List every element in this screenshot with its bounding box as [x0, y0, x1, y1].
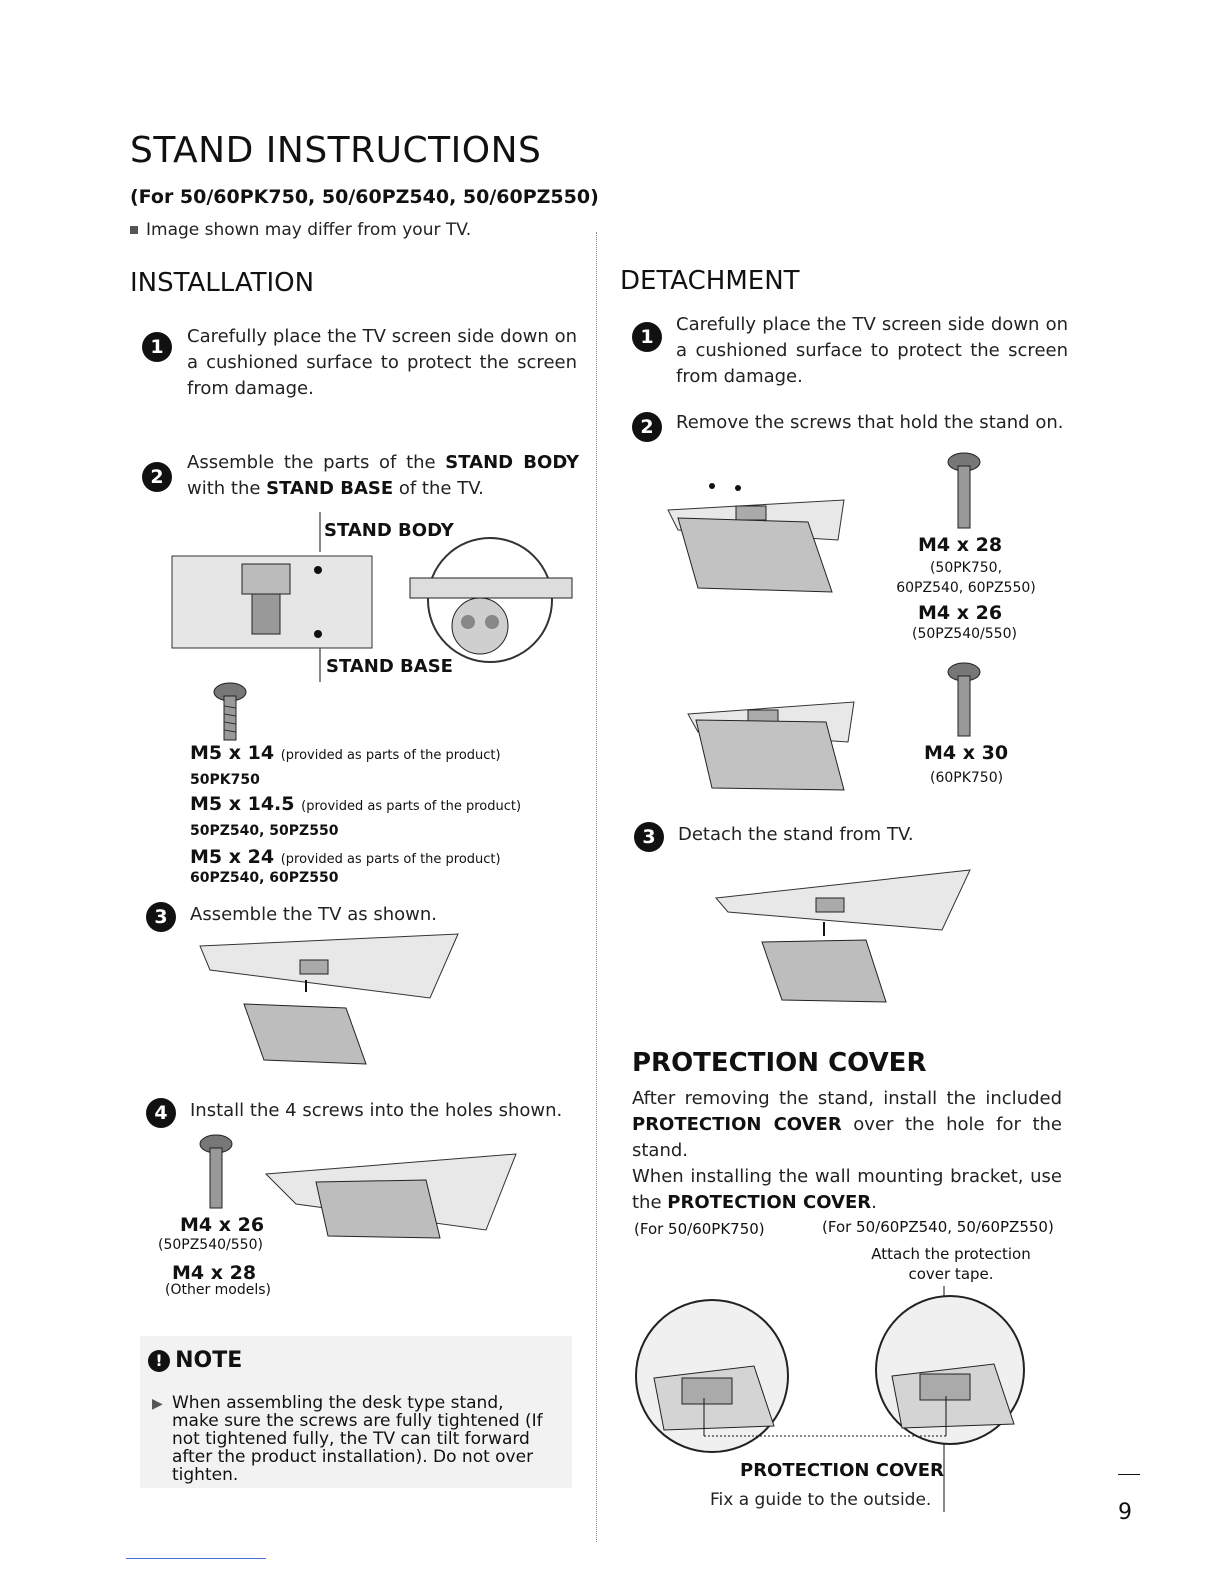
page-subtitle: (For 50/60PK750, 50/60PZ540, 50/60PZ550) [130, 186, 599, 208]
detach-spec-2: M4 x 26 [918, 602, 1003, 624]
page-number: 9 [1118, 1500, 1132, 1525]
note-text: When assembling the desk type stand, make sure the screws are fully tightened (If not tightened fully, the TV can tilt forward after the product installation). Do not over tighten. [172, 1393, 543, 1485]
protection-cover-heading: PROTECTION COVER [632, 1048, 927, 1078]
install-step-2-text [187, 450, 579, 502]
step-2-text-a: Assemble the parts of the [187, 452, 446, 473]
pc-para2-bold: PROTECTION COVER [667, 1192, 872, 1213]
bottom-rule [126, 1558, 266, 1559]
step4-spec-2-models: (Other models) [165, 1282, 272, 1298]
pc-para1-a: After removing the stand, install the included [632, 1088, 1062, 1109]
install-step-4-number: 4 [146, 1098, 176, 1128]
installation-heading: INSTALLATION [130, 268, 315, 298]
detach-step-2-number: 2 [632, 412, 662, 442]
pc-para2-a: When installing the wall mounting bracket, use the [632, 1166, 1062, 1213]
page-title: STAND INSTRUCTIONS [130, 130, 542, 171]
note-box [140, 1336, 572, 1488]
screw-spec-2-models: 50PZ540, 50PZ550 [190, 823, 339, 839]
screw-icon [212, 682, 252, 742]
image-note-text: Image shown may differ from your TV. [146, 220, 472, 240]
note-header [148, 1348, 242, 1373]
install-step-1-text: Carefully place the TV screen side down on a cushioned surface to protect the screen from damage. [187, 326, 577, 399]
detach-spec-3-models: (60PK750) [930, 770, 1004, 786]
page-number-rule [1118, 1474, 1140, 1475]
screw-spec-3-size: M5 x 24 [190, 846, 275, 868]
pc-left-caption: (For 50/60PK750) [634, 1220, 765, 1238]
step-2-text-c: of the TV. [393, 478, 484, 499]
screw-spec-2-size: M5 x 14.5 [190, 793, 295, 815]
pc-cover-label: PROTECTION COVER [740, 1460, 944, 1481]
step-2-stand-base: STAND BASE [266, 478, 394, 499]
detach-step-2-text: Remove the screws that hold the stand on. [676, 412, 1064, 433]
screw-spec-1-models: 50PK750 [190, 772, 260, 788]
detach-step-3-text: Detach the stand from TV. [678, 824, 914, 845]
install-step-1-number: 1 [142, 332, 172, 362]
screw-spec-3-note: (provided as parts of the product) [280, 852, 501, 867]
screw-spec-3 [190, 846, 501, 868]
detach-spec-1-models: (50PK750, 60PZ540, 60PZ550) [896, 560, 1036, 596]
protection-cover-para-2 [632, 1164, 1062, 1216]
screw-spec-3-models: 60PZ540, 60PZ550 [190, 870, 339, 886]
step-2-stand-body: STAND BODY [445, 452, 579, 473]
screw-spec-1-size: M5 x 14 [190, 742, 275, 764]
screw-spec-2 [190, 793, 521, 815]
protection-cover-para-1 [632, 1086, 1062, 1164]
protection-cover-illustration [634, 1286, 1054, 1516]
stand-assembly-illustration [170, 512, 590, 682]
pc-para1-b: over the hole for the stand. [632, 1114, 1062, 1161]
screw-spec-2-note: (provided as parts of the product) [301, 799, 522, 814]
screw-spec-1-note: (provided as parts of the product) [280, 748, 501, 763]
detach-spec-1: M4 x 28 [918, 534, 1003, 556]
pc-cover-hint: Fix a guide to the outside. [710, 1490, 932, 1510]
step4-spec-1: M4 x 26 [180, 1214, 265, 1236]
install-step-2-number: 2 [142, 462, 172, 492]
pc-para1-bold: PROTECTION COVER [632, 1114, 842, 1135]
column-divider [596, 232, 597, 1542]
install-step-3-text: Assemble the TV as shown. [190, 904, 437, 925]
screw-removal-illustration-1 [668, 456, 858, 602]
image-note [130, 220, 471, 240]
tv-assembly-illustration [200, 934, 470, 1070]
stand-base-label: STAND BASE [326, 656, 453, 677]
detachment-heading: DETACHMENT [620, 266, 800, 296]
detach-step-1-number: 1 [632, 322, 662, 352]
step4-spec-2: M4 x 28 [172, 1262, 257, 1284]
detach-spec-3: M4 x 30 [924, 742, 1009, 764]
screw-spec-1 [190, 742, 501, 764]
note-title: NOTE [175, 1348, 243, 1373]
triangle-bullet-icon: ▶ [152, 1396, 163, 1412]
square-bullet-icon [130, 226, 138, 234]
install-step-3-number: 3 [146, 902, 176, 932]
detach-spec-2-models: (50PZ540/550) [912, 626, 1017, 642]
step4-spec-1-models: (50PZ540/550) [158, 1237, 263, 1253]
detach-step-3-number: 3 [634, 822, 664, 852]
pc-para2-b: . [871, 1192, 877, 1213]
exclamation-icon: ! [148, 1350, 170, 1372]
stand-body-label: STAND BODY [324, 520, 454, 541]
install-step-4-text: Install the 4 screws into the holes shown. [190, 1100, 563, 1121]
detach-step-1-text: Carefully place the TV screen side down on a cushioned surface to protect the screen from damage. [676, 314, 1068, 387]
step-2-text-b: with the [187, 478, 267, 499]
pc-right-caption: (For 50/60PZ540, 50/60PZ550) [822, 1218, 1054, 1236]
pc-tape-note: Attach the protection cover tape. [871, 1245, 1031, 1283]
screw-icon [944, 662, 984, 738]
screw-removal-illustration-2 [688, 656, 868, 796]
screw-icon [944, 452, 984, 530]
detach-stand-illustration [716, 868, 976, 1008]
